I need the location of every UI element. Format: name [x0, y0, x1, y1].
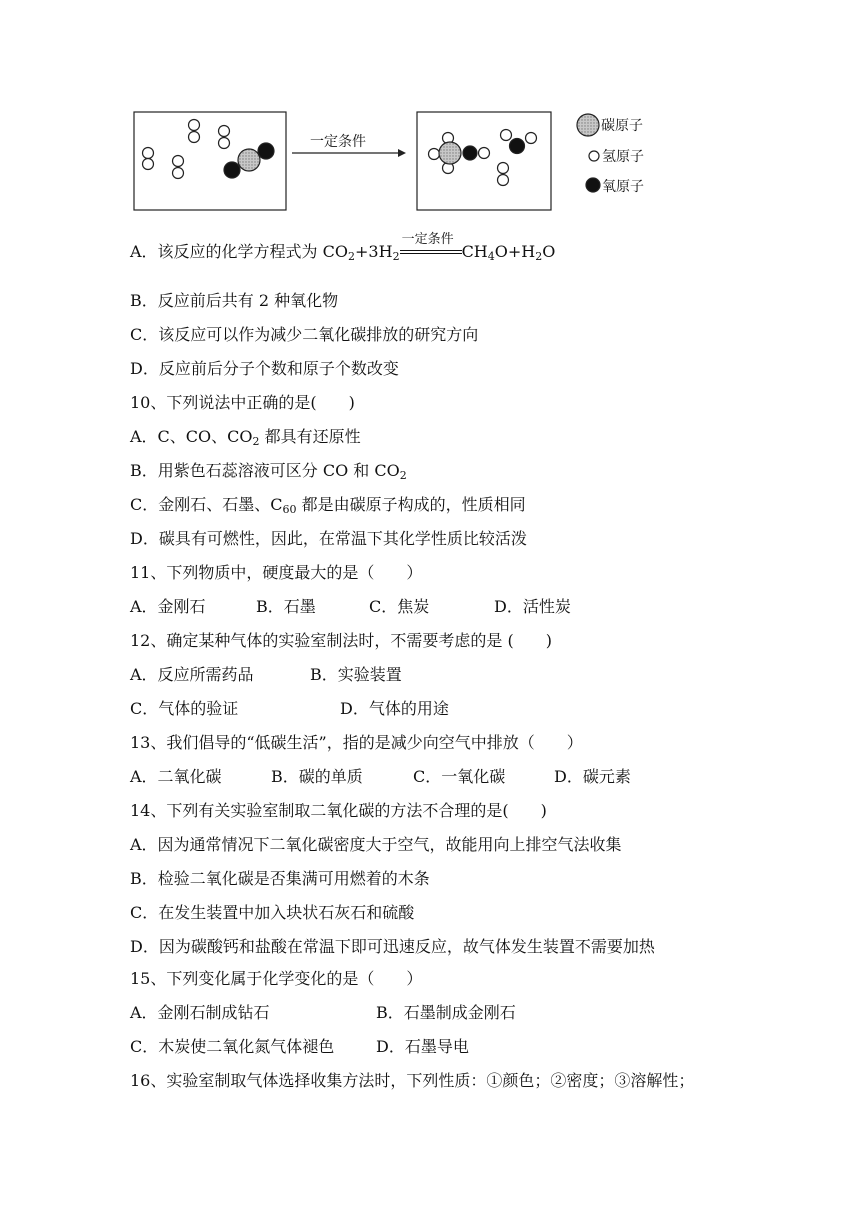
arrow-label: 一定条件: [310, 134, 366, 150]
hydrogen-molecule: [219, 126, 230, 149]
hydrogen-molecule: [498, 163, 509, 186]
q9-option-c: C．该反应可以作为减少二氧化碳排放的研究方向: [130, 325, 479, 344]
q9-option-b: B．反应前后共有 2 种氧化物: [130, 291, 339, 310]
methanol-molecule: [429, 133, 490, 174]
q15-option-b: B．石墨制成金刚石: [376, 1003, 516, 1022]
q12-option-b: B．实验装置: [310, 665, 402, 684]
q14-option-c: C．在发生装置中加入块状石灰石和硫酸: [130, 903, 415, 922]
q12-option-a: A．反应所需药品: [130, 665, 254, 684]
hydrogen-molecule: [143, 148, 154, 170]
q14-option-a: A．因为通常情况下二氧化碳密度大于空气，故能用向上排空气法收集: [130, 835, 622, 854]
q11-option-a: A．金刚石: [130, 597, 206, 616]
legend-carbon-swatch: [577, 114, 599, 136]
q14-stem: 14、下列有关实验室制取二氧化碳的方法不合理的是( ): [130, 801, 547, 820]
q10-option-b: B．用紫色石蕊溶液可区分 CO 和 $CO_2$: [130, 461, 407, 482]
q15-option-d: D．石墨导电: [376, 1037, 469, 1056]
q12-option-d: D．气体的用途: [340, 699, 449, 718]
q9-option-a: A．该反应的化学方程式为 $CO_2+3H_2$ 一定条件 $CH_4O+H_2O$: [130, 232, 556, 263]
reactants-box: [134, 112, 286, 210]
reaction-condition: 一定条件: [400, 242, 462, 262]
legend-carbon-label: 碳原子: [601, 118, 643, 134]
q13-option-b: B．碳的单质: [271, 767, 363, 786]
legend-hydrogen-swatch: [589, 151, 599, 161]
q13-options: [130, 767, 631, 787]
water-molecule: [501, 130, 537, 154]
q15-option-a: A．金刚石制成钻石: [130, 1003, 270, 1022]
legend-hydrogen-label: 氢原子: [602, 149, 644, 165]
q15-options-row2: [130, 1037, 469, 1057]
q11-option-b: B．石墨: [256, 597, 316, 616]
arrow-head: [398, 149, 406, 157]
q12-options-row1: [130, 665, 402, 685]
q13-stem: 13、我们倡导的“低碳生活”，指的是减少向空气中排放（ ）: [130, 733, 583, 752]
legend-oxygen-swatch: [586, 178, 600, 192]
q10-option-d: D．碳具有可燃性，因此，在常温下其化学性质比较活泼: [130, 529, 527, 548]
q12-option-c: C．气体的验证: [130, 699, 239, 718]
q13-option-a: A．二氧化碳: [130, 767, 222, 786]
q11-option-d: D．活性炭: [494, 597, 571, 616]
q14-option-b: B．检验二氧化碳是否集满可用燃着的木条: [130, 869, 430, 888]
q10-stem: 10、下列说法中正确的是( ): [130, 393, 355, 412]
q10-option-a: A．C、CO、$CO_2$ 都具有还原性: [130, 427, 361, 448]
q11-options: [130, 597, 571, 617]
products-box: [417, 112, 551, 210]
q10-option-c: C．金刚石、石墨、$C_{60}$ 都是由碳原子构成的，性质相同: [130, 495, 526, 516]
legend-oxygen-label: 氧原子: [602, 179, 644, 195]
q14-option-d: D．因为碳酸钙和盐酸在常温下即可迅速反应，故气体发生装置不需要加热: [130, 937, 655, 956]
q11-stem: 11、下列物质中，硬度最大的是（ ）: [130, 563, 423, 582]
q13-option-c: C．一氧化碳: [413, 767, 506, 786]
q15-option-c: C．木炭使二氧化氮气体褪色: [130, 1037, 335, 1056]
reaction-diagram-svg: [128, 104, 668, 216]
q15-options-row1: [130, 1003, 516, 1023]
hydrogen-molecule: [189, 120, 200, 143]
q12-options-row2: [130, 699, 449, 719]
q11-option-c: C．焦炭: [369, 597, 430, 616]
q9-option-d: D．反应前后分子个数和原子个数改变: [130, 359, 399, 378]
legend: [577, 114, 644, 195]
q13-option-d: D．碳元素: [554, 767, 631, 786]
q15-stem: 15、下列变化属于化学变化的是（ ）: [130, 969, 423, 988]
q12-stem: 12、确定某种气体的实验室制法时，不需要考虑的是 ( ): [130, 631, 552, 650]
carbon-dioxide-molecule: [224, 143, 274, 178]
q16-stem: 16、实验室制取气体选择收集方法时，下列性质：①颜色；②密度；③溶解性；: [130, 1071, 695, 1090]
hydrogen-molecule: [173, 156, 184, 179]
reaction-diagram: [128, 104, 668, 216]
